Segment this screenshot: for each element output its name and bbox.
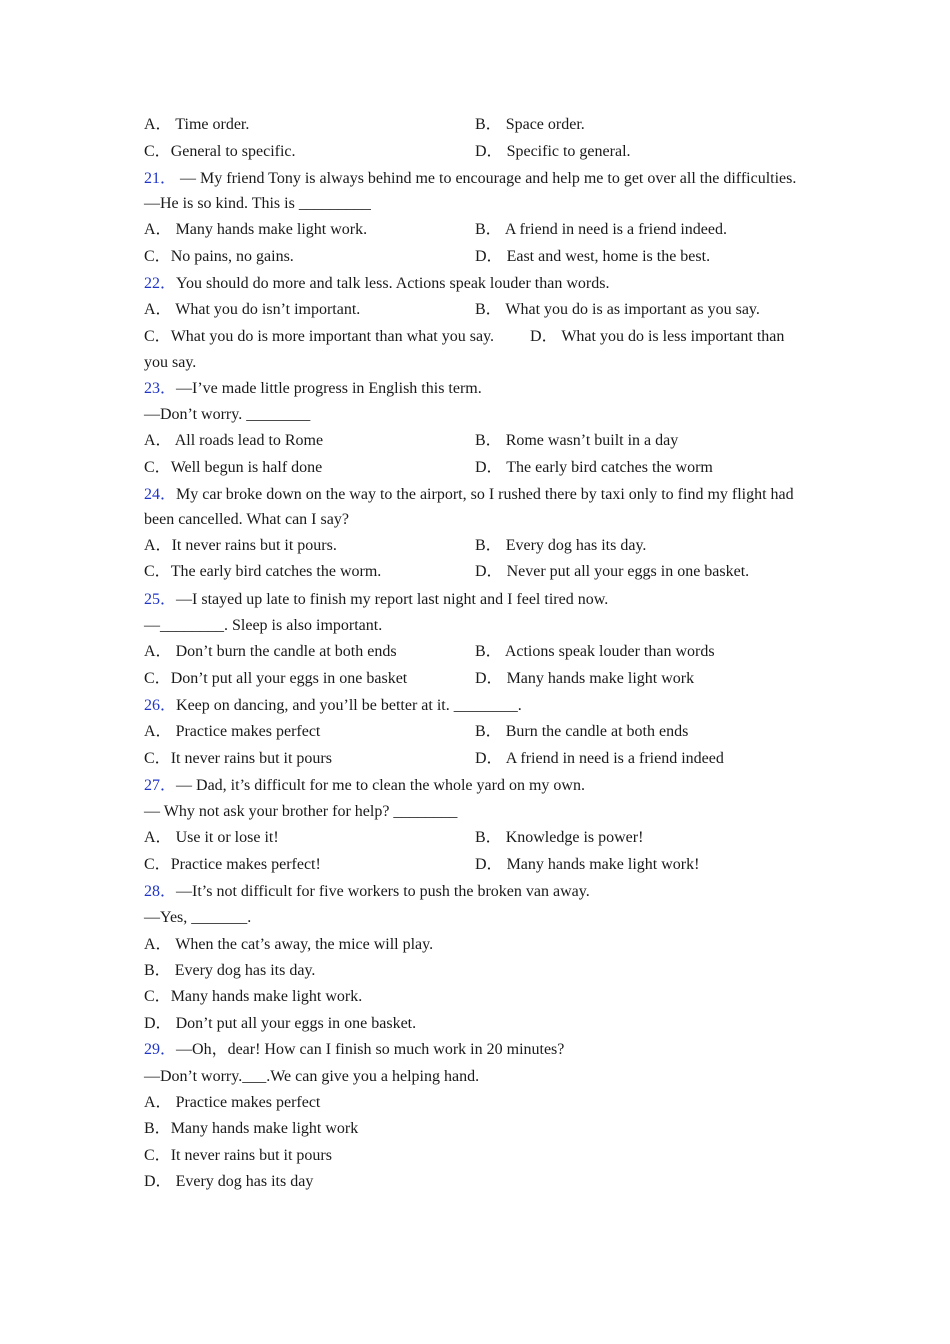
- option-c: C．The early bird catches the worm.: [144, 563, 382, 581]
- question-23: [144, 376, 804, 402]
- option-c: C．Well begun is half done: [144, 458, 323, 476]
- options-row: [144, 639, 804, 666]
- option-c: C．No pains, no gains.: [144, 248, 294, 266]
- option-b: B． What you do is as important as you say.: [475, 301, 760, 319]
- options-row: [144, 428, 804, 455]
- options-row: [144, 825, 804, 852]
- option-d: D． What you do is less important than you say.: [144, 328, 785, 371]
- question-text: — My friend Tony is always behind me to encourage and help me to get over all the difficulties.: [176, 169, 797, 187]
- option-b: B．Many hands make light work: [144, 1120, 359, 1138]
- option-a: A． Use it or lose it!: [144, 829, 279, 847]
- option-a: A． Don’t burn the candle at both ends: [144, 643, 397, 661]
- options-row: [144, 244, 804, 271]
- options-row: [144, 297, 804, 324]
- question-25: [144, 587, 804, 613]
- options-row: [144, 455, 804, 482]
- option-b: B． Every dog has its day.: [144, 961, 316, 979]
- option-b: B． Rome wasn’t built in a day: [475, 432, 679, 450]
- question-reply: — Why not ask your brother for help? ________: [144, 803, 458, 821]
- options-row: [144, 719, 804, 746]
- options-row: [144, 666, 804, 693]
- options-cd-inline: [144, 324, 804, 375]
- question-text: My car broke down on the way to the airport, so I rushed there by taxi only to find my flight had been cancelled. What can I say?: [144, 485, 794, 529]
- option-a: A． Many hands make light work.: [144, 221, 368, 239]
- question-text: —It’s not difficult for five workers to push the broken van away.: [176, 883, 590, 901]
- question-number: 28．: [144, 883, 177, 901]
- question-24: [144, 482, 804, 533]
- option-d: D． East and west, home is the best.: [475, 248, 711, 266]
- option-b: B． Space order.: [475, 116, 585, 133]
- question-text: —Oh，dear! How can I finish so much work in 20 minutes?: [176, 1041, 565, 1059]
- question-number: 25．: [144, 590, 177, 608]
- question-number: 24．: [144, 485, 177, 503]
- option-d: D． Never put all your eggs in one basket.: [475, 563, 750, 581]
- option-b: B． Actions speak louder than words: [475, 643, 715, 661]
- question-number: 21．: [144, 169, 177, 187]
- option-d: D． The early bird catches the worm: [475, 458, 713, 476]
- question-text: You should do more and talk less. Actions speak louder than words.: [176, 275, 610, 293]
- question-22: [144, 271, 804, 297]
- options-row: [144, 559, 804, 586]
- question-number: 26．: [144, 696, 177, 714]
- option-c: C．Practice makes perfect!: [144, 855, 321, 873]
- question-number: 22．: [144, 275, 177, 293]
- option-b: B． Knowledge is power!: [475, 829, 644, 847]
- question-26: [144, 693, 804, 719]
- question-reply: —He is so kind. This is _________: [144, 195, 371, 213]
- options-row: [144, 852, 804, 879]
- question-text: —I’ve made little progress in English this term.: [176, 379, 482, 397]
- option-d: D． Every dog has its day: [144, 1172, 314, 1190]
- option-d: D． A friend in need is a friend indeed: [475, 749, 724, 767]
- option-a: A． Practice makes perfect: [144, 1093, 321, 1111]
- option-d: D． Specific to general.: [475, 142, 631, 160]
- options-row: [144, 217, 804, 244]
- question-28: [144, 879, 804, 905]
- option-c: C．What you do is more important than what you say.: [144, 328, 495, 346]
- question-29: [144, 1037, 804, 1063]
- question-number: 23．: [144, 379, 177, 397]
- option-c: C．General to specific.: [144, 142, 296, 160]
- option-d: D． Many hands make light work!: [475, 855, 700, 873]
- option-c: C．Many hands make light work.: [144, 988, 363, 1006]
- options-row: [144, 139, 804, 166]
- question-27: [144, 773, 804, 799]
- option-a: A． What you do isn’t important.: [144, 301, 361, 319]
- option-a: A． Practice makes perfect: [144, 723, 321, 741]
- option-a: A． When the cat’s away, the mice will play.: [144, 935, 434, 953]
- option-d: D． Many hands make light work: [475, 669, 695, 687]
- question-reply: —Don’t worry.___.We can give you a helping hand.: [144, 1067, 480, 1085]
- question-text: —I stayed up late to finish my report last night and I feel tired now.: [176, 590, 609, 608]
- question-text: Keep on dancing, and you’ll be better at it. ________.: [176, 696, 522, 714]
- question-number: 27．: [144, 776, 177, 794]
- question-21: [144, 166, 804, 192]
- option-c: C．Don’t put all your eggs in one basket: [144, 669, 408, 687]
- question-reply: —________. Sleep is also important.: [144, 616, 383, 634]
- option-b: B． Burn the candle at both ends: [475, 723, 689, 741]
- question-number: 29．: [144, 1041, 177, 1059]
- option-c: C．It never rains but it pours: [144, 749, 332, 767]
- option-b: B． A friend in need is a friend indeed.: [475, 221, 727, 239]
- question-reply: —Don’t worry. ________: [144, 405, 311, 423]
- option-a: A． Time order.: [144, 116, 250, 133]
- option-a: A．It never rains but it pours.: [144, 536, 337, 554]
- options-row: [144, 746, 804, 773]
- option-d: D． Don’t put all your eggs in one basket.: [144, 1014, 417, 1032]
- question-reply: —Yes, _______.: [144, 909, 252, 927]
- option-b: B． Every dog has its day.: [475, 536, 647, 554]
- option-a: A． All roads lead to Rome: [144, 432, 324, 450]
- options-row: [144, 112, 804, 139]
- option-c: C．It never rains but it pours: [144, 1146, 332, 1164]
- options-row: [144, 533, 804, 560]
- question-text: — Dad, it’s difficult for me to clean the whole yard on my own.: [176, 776, 585, 794]
- worksheet-page: [144, 112, 804, 1195]
